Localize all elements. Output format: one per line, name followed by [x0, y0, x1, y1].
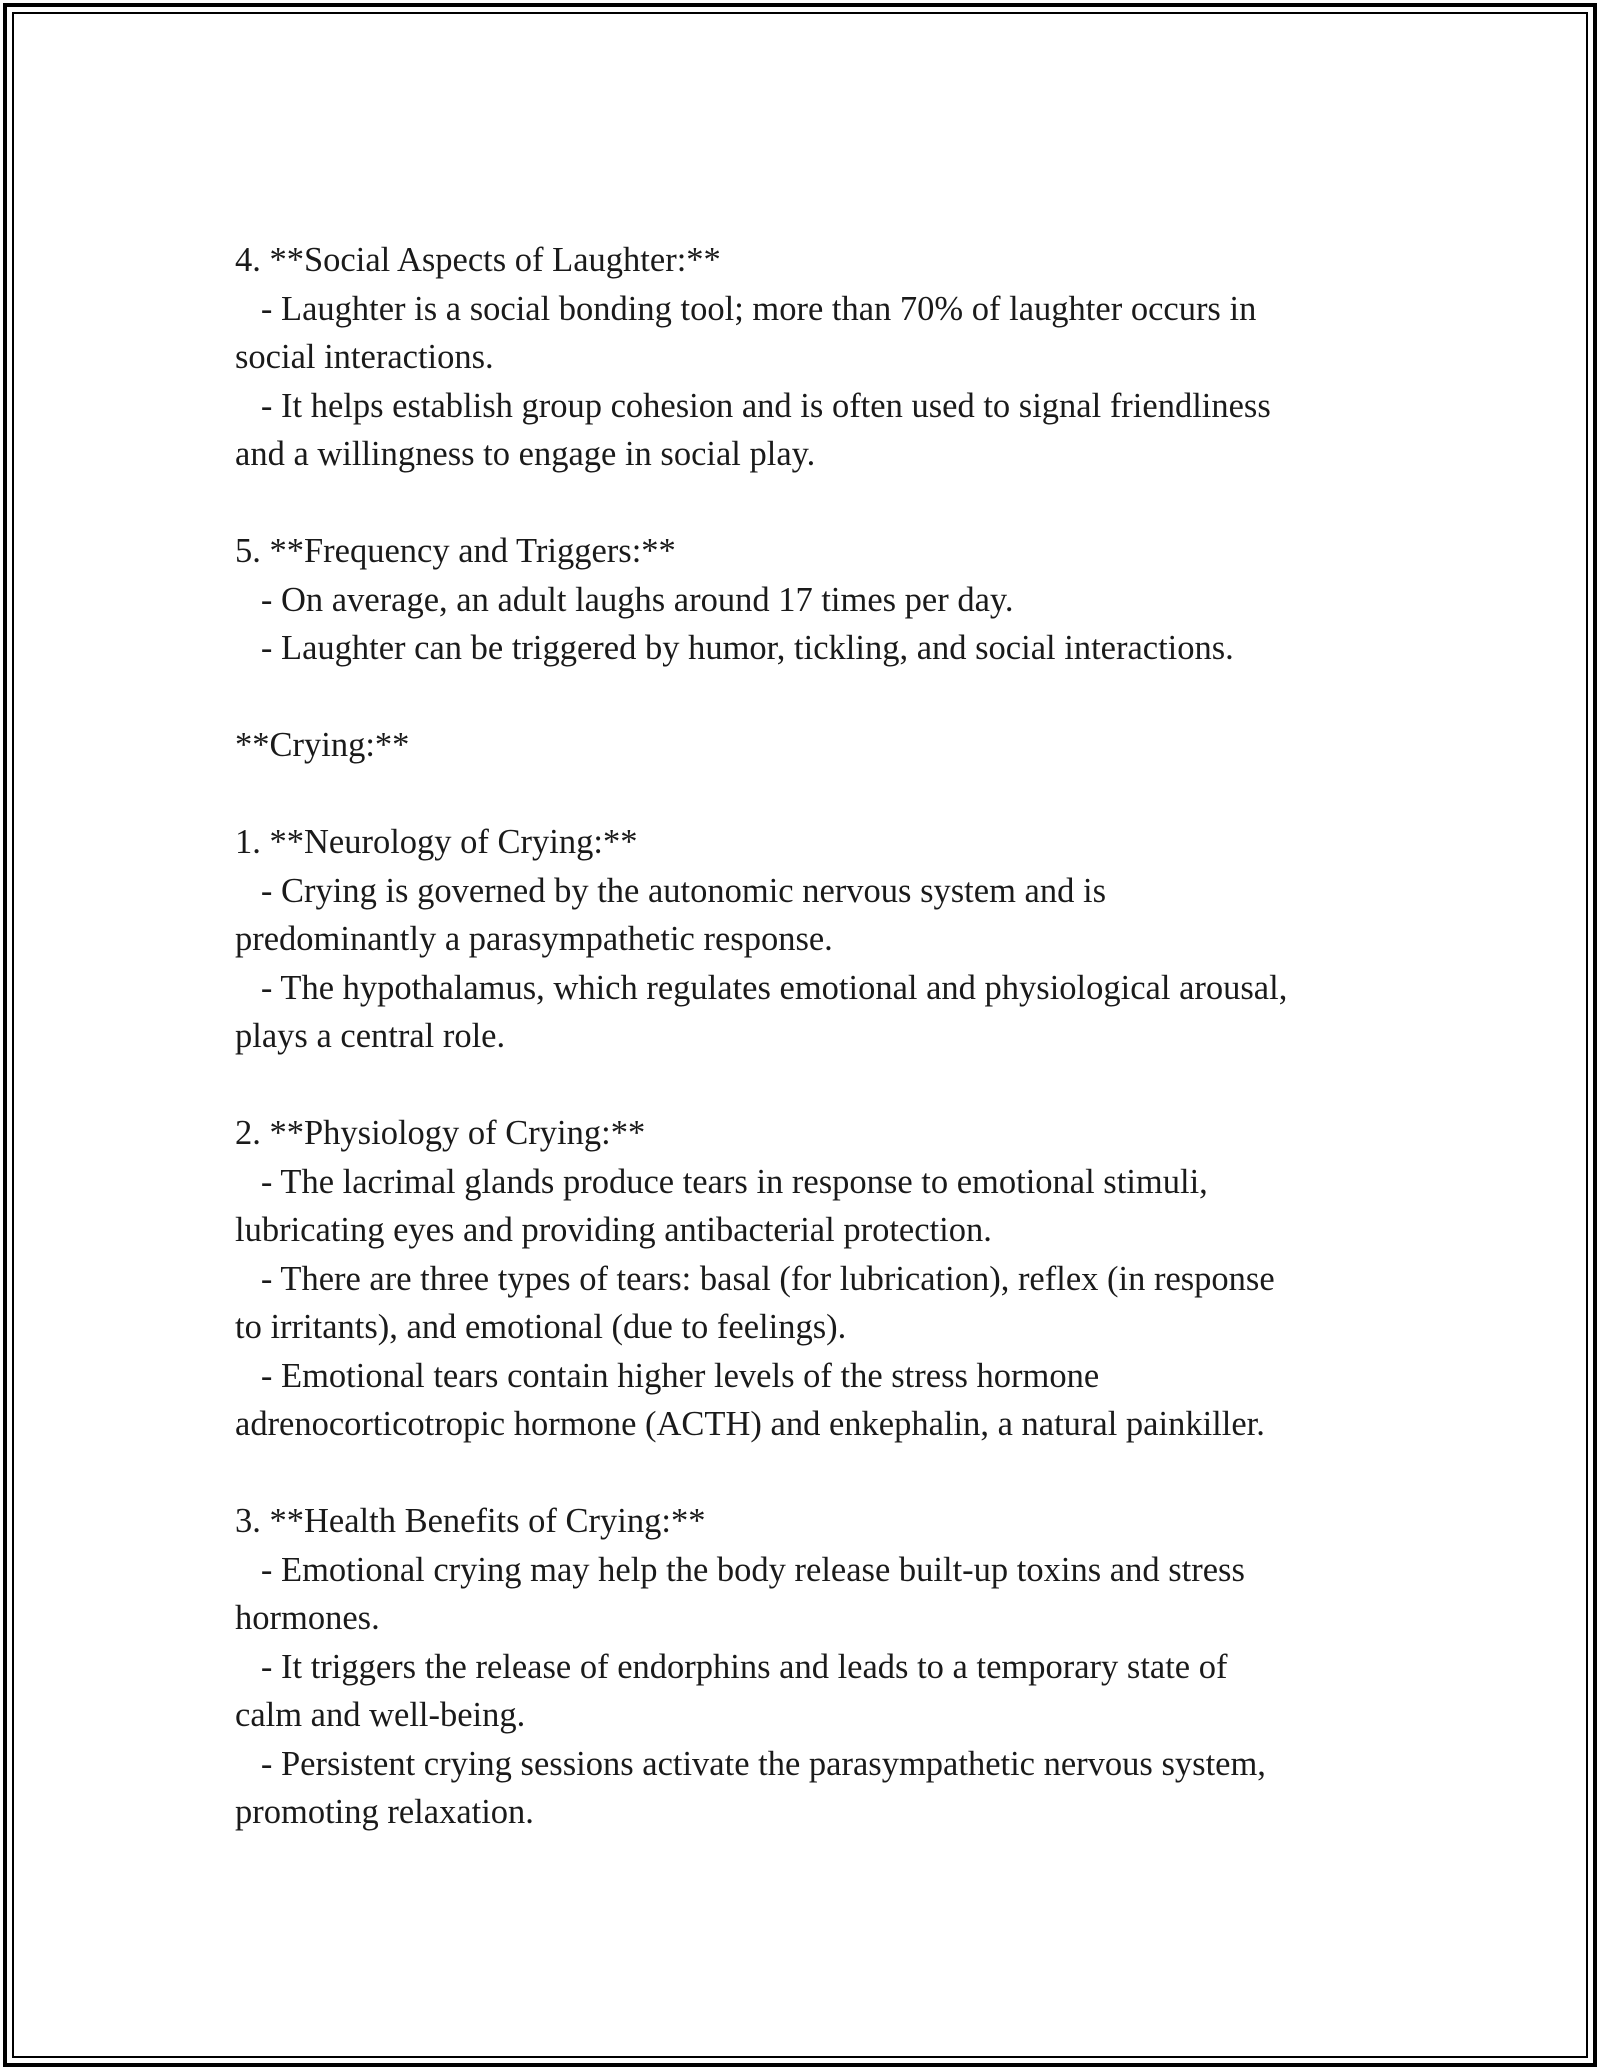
text-line: - It triggers the release of endorphins and leads to a temporary state of — [235, 1647, 1228, 1686]
section-heading-frequency-triggers: 5. **Frequency and Triggers:** — [235, 532, 676, 570]
section-heading-physiology-crying: 2. **Physiology of Crying:** — [235, 1114, 646, 1152]
text-line: plays a central role. — [235, 1017, 506, 1055]
text-line: - Emotional crying may help the body release built-up toxins and stress — [235, 1550, 1245, 1589]
text-line: promoting relaxation. — [235, 1793, 534, 1831]
text-line: - The lacrimal glands produce tears in response to emotional stimuli, — [235, 1162, 1208, 1201]
text-line: and a willingness to engage in social play. — [235, 435, 816, 473]
text-line: - Laughter is a social bonding tool; more than 70% of laughter occurs in — [235, 289, 1257, 328]
text-line: - The hypothalamus, which regulates emotional and physiological arousal, — [235, 968, 1288, 1007]
paragraph-gap — [235, 673, 1375, 722]
paragraph-gap — [235, 1061, 1375, 1110]
text-line: social interactions. — [235, 338, 494, 376]
text-line: - It helps establish group cohesion and is often used to signal friendliness — [235, 386, 1271, 425]
section-heading-social-aspects: 4. **Social Aspects of Laughter:** — [235, 241, 721, 279]
text-line: hormones. — [235, 1599, 380, 1637]
text-line: - Crying is governed by the autonomic nervous system and is — [235, 871, 1106, 910]
section-heading-health-benefits: 3. **Health Benefits of Crying:** — [235, 1502, 706, 1540]
text-line: adrenocorticotropic hormone (ACTH) and enkephalin, a natural painkiller. — [235, 1405, 1265, 1443]
text-line: - Laughter can be triggered by humor, tickling, and social interactions. — [235, 629, 1234, 667]
text-line: - There are three types of tears: basal (for lubrication), reflex (in response — [235, 1259, 1275, 1298]
text-line: - Emotional tears contain higher levels of the stress hormone — [235, 1356, 1100, 1395]
text-line: - On average, an adult laughs around 17 times per day. — [235, 580, 1014, 619]
paragraph-gap — [235, 770, 1375, 819]
section-heading-neurology-crying: 1. **Neurology of Crying:** — [235, 823, 638, 861]
text-line: - Persistent crying sessions activate the parasympathetic nervous system, — [235, 1744, 1266, 1783]
text-line: calm and well-being. — [235, 1696, 526, 1734]
paragraph-gap — [235, 1449, 1375, 1498]
paragraph-gap — [235, 479, 1375, 528]
text-line: lubricating eyes and providing antibacterial protection. — [235, 1211, 992, 1249]
text-line: to irritants), and emotional (due to feelings). — [235, 1308, 847, 1346]
section-heading-crying: **Crying:** — [235, 726, 410, 764]
text-line: predominantly a parasympathetic response. — [235, 920, 833, 958]
document-body — [235, 236, 1375, 1837]
